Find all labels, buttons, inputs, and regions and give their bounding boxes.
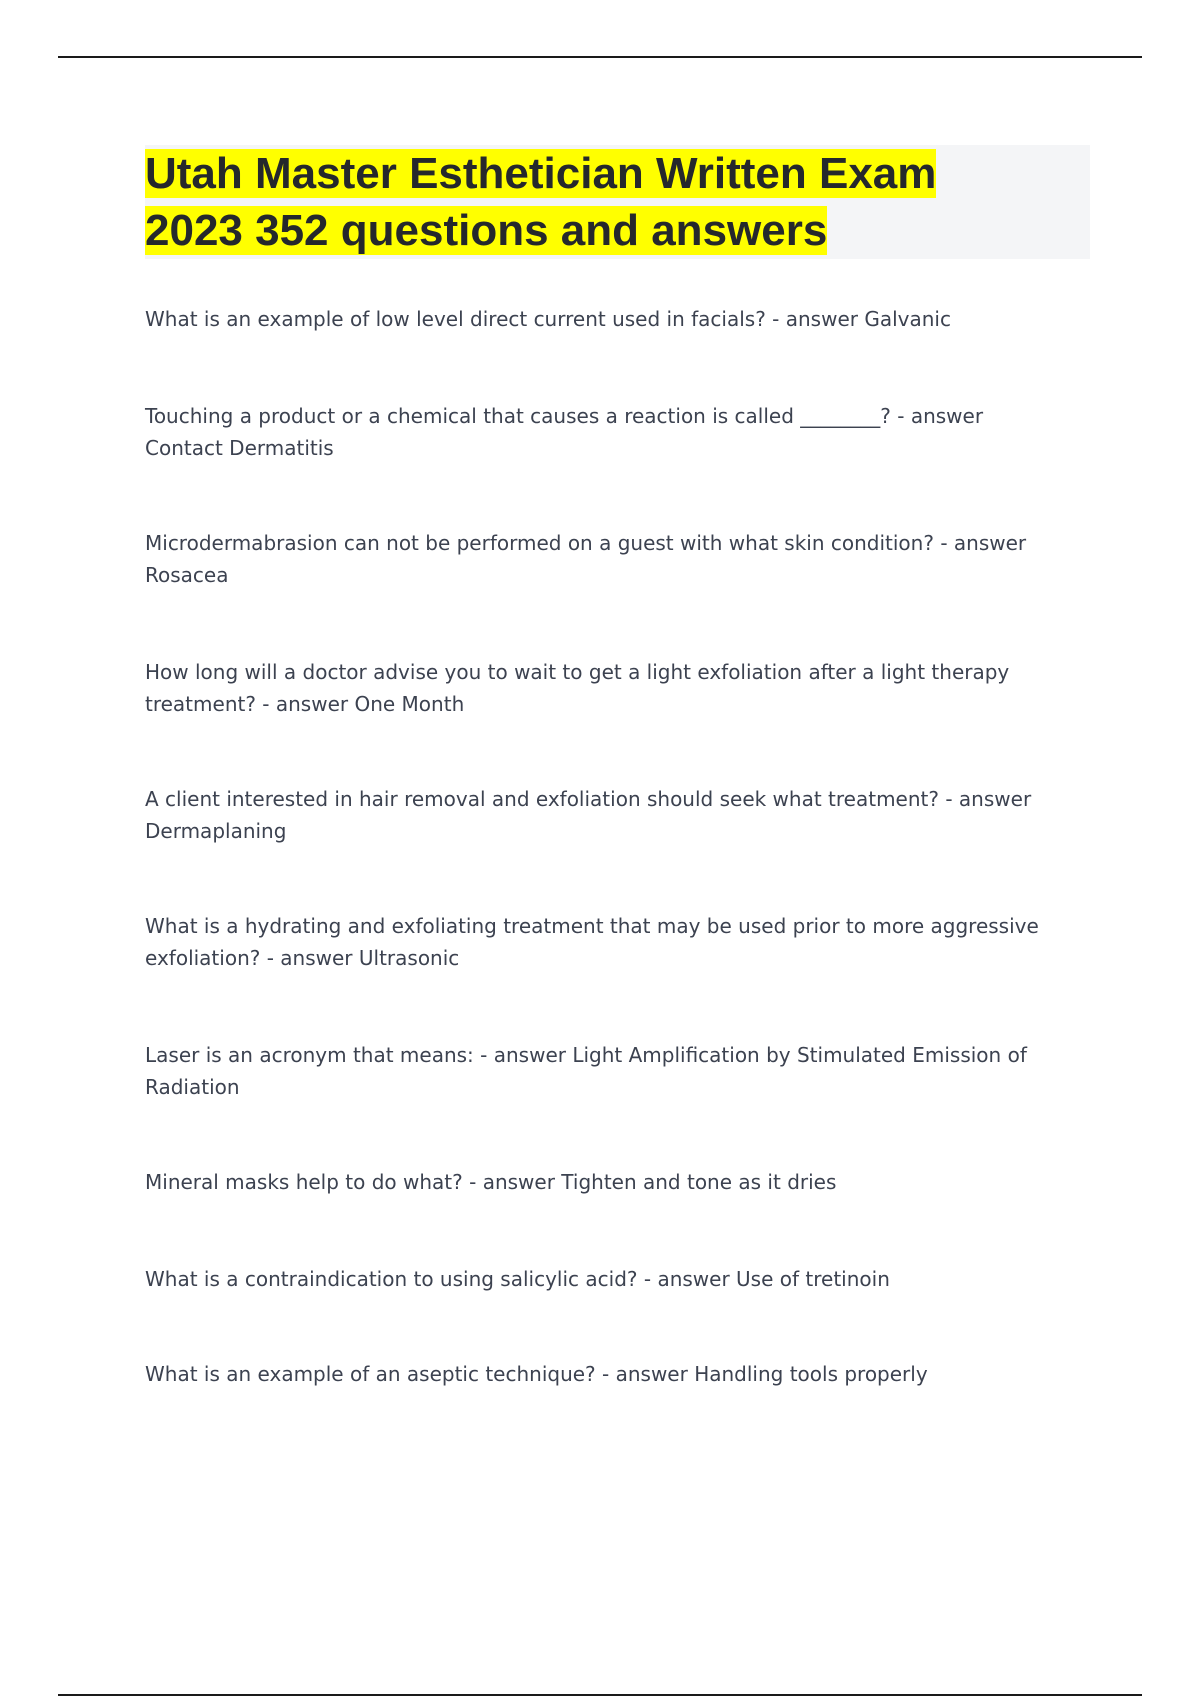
qa-item: Touching a product or a chemical that causes a reaction is called ________? - answer Contact Dermatitis — [145, 404, 984, 460]
qa-item: What is a contraindication to using salicylic acid? - answer Use of tretinoin — [145, 1267, 890, 1291]
qa-item: What is a hydrating and exfoliating treatment that may be used prior to more aggressive exfoliation? - answer Ultrasonic — [145, 914, 1039, 970]
title-block — [145, 145, 1090, 259]
title-line-1: Utah Master Esthetician Written Exam — [145, 149, 937, 198]
qa-item: Mineral masks help to do what? - answer Tighten and tone as it dries — [145, 1170, 837, 1194]
qa-item: Laser is an acronym that means: - answer Light Amplification by Stimulated Emission of Radiation — [145, 1043, 1027, 1099]
title-line-2: 2023 352 questions and answers — [145, 206, 828, 255]
qa-item: How long will a doctor advise you to wait to get a light exfoliation after a light therapy treatment? - answer One Month — [145, 660, 1010, 716]
document-title — [145, 145, 1090, 259]
qa-item: Microdermabrasion can not be performed on a guest with what skin condition? - answer Rosacea — [145, 531, 1027, 587]
qa-item: What is an example of low level direct current used in facials? - answer Galvanic — [145, 307, 951, 331]
footer-rule — [58, 1694, 1142, 1696]
qa-item: What is an example of an aseptic technique? - answer Handling tools properly — [145, 1362, 928, 1386]
header-rule — [58, 56, 1142, 58]
qa-item: A client interested in hair removal and exfoliation should seek what treatment? - answer Dermaplaning — [145, 787, 1032, 843]
